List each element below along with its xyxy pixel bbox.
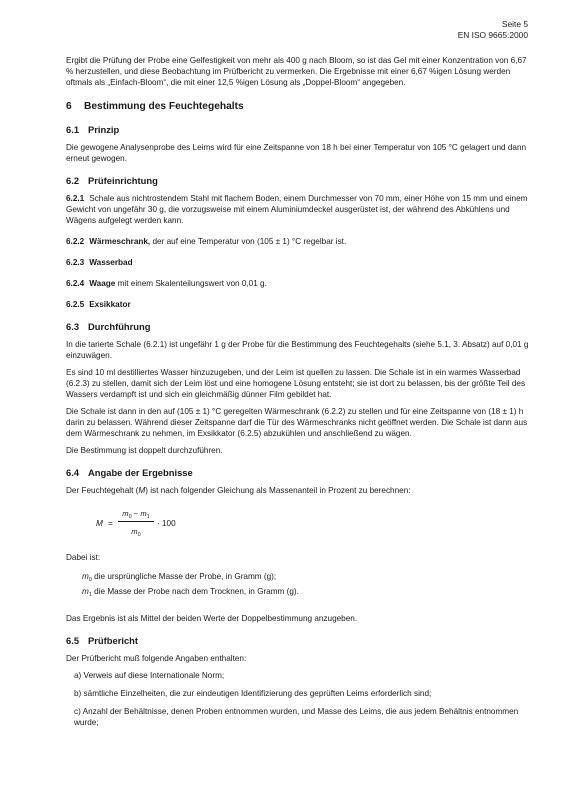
subsection-heading-6-1: 6.1 Prinzip: [66, 124, 120, 135]
where-label: Dabei ist:: [66, 553, 101, 562]
definition-m1: $m_1$ die Masse der Probe nach dem Trocknen, in Gramm (g).: [82, 587, 299, 598]
report-items: [66, 670, 529, 728]
subsection-heading-6-2: 6.2 Prüfeinrichtung: [66, 175, 158, 186]
clause-6-2-4: 6.2.4 Waage mit einem Skalenteilungswert von 0,01 g.: [66, 279, 267, 288]
formula-factor: · 100: [157, 519, 176, 528]
standard-id: EN ISO 9665:2000: [457, 30, 528, 40]
intro-paragraph: Ergibt die Prüfung der Probe eine Gelfestigkeit von mehr als 400 g nach Bloom, so ist das Gel mit einer Konzentration von 6,67 % herzustellen, und diese Beobachtung im Prüfbericht zu vermerken. Die Ergebnisse mit einer 6,67 %igen Lösung werden oftmals als „Einfach-Bloom“, die mit einer 12,5 %igen Lösung als „Doppel-Bloom“ angegeben.: [66, 56, 527, 87]
results-intro: Der Feuchtegehalt (M) ist nach folgender Gleichung als Massenanteil in Prozent zu berechnen:: [66, 486, 411, 495]
procedure-paragraph: Die Bestimmung ist doppelt durchzuführen.: [66, 446, 223, 455]
formula-equals: =: [108, 519, 113, 528]
clause-6-2-1: 6.2.1 Schale aus nichtrostendem Stahl mit flachem Boden, einem Durchmesser von 70 mm, einer Höhe von 15 mm und einem Gewicht von ungefähr 30 g, die vorzugsweise mit einem Aluminiumdeckel ausgerüstet ist, der während des Abkühlens und Wägens aufgelegt werden kann.: [66, 194, 528, 225]
clause-6-2-2: 6.2.2 Wärmeschrank, der auf eine Temperatur von (105 ± 1) °C regelbar ist.: [66, 237, 347, 246]
subsection-heading-6-5: 6.5 Prüfbericht: [66, 635, 139, 646]
clause-6-2-5: 6.2.5 Exsikkator: [66, 300, 131, 309]
list-item: b) sämtliche Einzelheiten, die zur eindeutigen Identifizierung des geprüften Leims erforderlich sind;: [74, 689, 432, 698]
page-header: [458, 19, 528, 41]
list-item: a) Verweis auf diese Internationale Norm;: [74, 671, 225, 680]
report-intro: Der Prüfbericht muß folgende Angaben enthalten:: [66, 654, 247, 663]
formula-lhs: M: [96, 519, 103, 528]
clause-6-2-3: 6.2.3 Wasserbad: [66, 258, 133, 267]
definition-m0: $m_0$ die ursprüngliche Masse der Probe, in Gramm (g);: [82, 572, 277, 583]
procedure-paragraph: Es sind 10 ml destilliertes Wasser hinzuzugeben, und der Leim ist quellen zu lassen. Die Schale ist in ein warmes Wasserbad (6.2.3) zu stellen, damit sich der Leim löst und eine homogene Lösung entsteht; sie ist dort zu belassen, bis der größte Teil des Wassers verdampft ist und sich ein gleichmäßig dünner Film gebildet hat.: [66, 368, 526, 399]
formula-denominator: $m_0$: [131, 527, 141, 538]
page-number: Seite 5: [501, 19, 528, 29]
section-heading: 6 Bestimmung des Feuchtegehalts: [66, 101, 244, 112]
procedure-paragraph: In die tarierte Schale (6.2.1) ist ungefähr 1 g der Probe für die Bestimmung des Feuchtegehalts (siehe 5.1, 3. Absatz) auf 0,01 g einzuwägen.: [66, 340, 529, 360]
result-statement: Das Ergebnis ist als Mittel der beiden Werte der Doppelbestimmung anzugeben.: [66, 614, 358, 623]
procedure-paragraph: Die Schale ist dann in den auf (105 ± 1) °C geregelten Wärmeschrank (6.2.2) zu stellen und für eine Zeitspanne von (18 ± 1) h darin zu belassen. Während dieser Zeitspanne darf die Tür des Wärmeschranks nicht geöffnet werden. Die Schale ist dann aus dem Wärmeschrank zu nehmen, im Exsikkator (6.2.5) abzukühlen und anschließend zu wägen.: [66, 407, 528, 438]
fraction-bar: [118, 521, 154, 522]
page-body: [66, 55, 529, 735]
formula-numerator: $m_0 - m_1$: [122, 509, 150, 520]
subsection-heading-6-4: 6.4 Angabe der Ergebnisse: [66, 467, 193, 478]
principle-text: Die gewogene Analysenprobe des Leims wird für eine Zeitspanne von 18 h bei einer Temperatur von 105 °C gelagert und dann erneut gewogen.: [66, 143, 527, 163]
subsection-heading-6-3: 6.3 Durchführung: [66, 321, 151, 332]
moisture-formula: [66, 506, 529, 540]
list-item: c) Anzahl der Behältnisse, denen Proben entnommen wurden, und Masse des Leims, die aus jedem Behältnis entnommen wurde;: [74, 707, 519, 727]
